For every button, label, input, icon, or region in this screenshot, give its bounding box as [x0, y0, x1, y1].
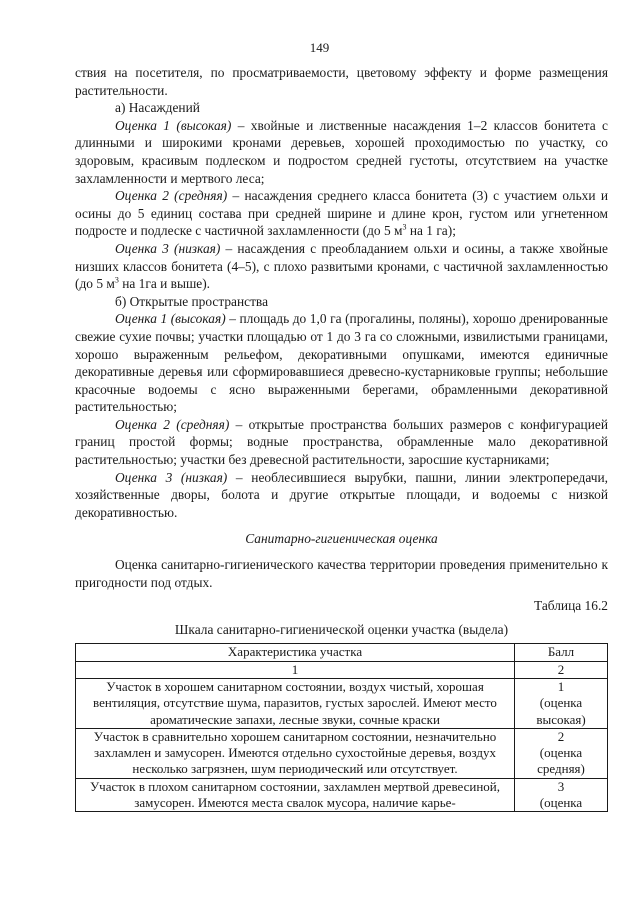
section-b-item-3: [75, 469, 608, 522]
section-b-heading: б) Открытые пространства: [115, 293, 269, 309]
header-score: Балл: [515, 644, 608, 661]
row-score: [515, 679, 608, 729]
section-a-heading: а) Насаждений: [115, 100, 200, 116]
rating-label: Оценка 2 (средняя): [115, 416, 230, 432]
rating-text-tail: на 1га и выше).: [118, 276, 211, 292]
table-title: Шкала санитарно-гигиенической оценки участка (выдела): [174, 621, 509, 637]
body-text: [75, 64, 608, 812]
index-cell: 1: [76, 661, 515, 678]
section-a-item-1: [75, 117, 608, 187]
score-note: (оценка средняя): [537, 745, 585, 777]
section-a-item-2: [75, 187, 608, 240]
superscript: 3: [402, 222, 407, 232]
rating-text: – открытые пространства больших размеров с конфигурацией границ простой формы; водные пространства, обрамленные мало декоративной растительностью; участки без древесной растительности, заросшие кустарниками;: [75, 416, 608, 468]
score-note: (оценка: [539, 795, 583, 811]
rating-text: – площадь до 1,0 га (прогалины, поляны), хорошо дренированные свежие сухие почвы; участки площадью от 1 до 3 га со сложными, извилистыми границами, хорошо выраженным рельефом, декоративными опушками, имеются единичные декоративные деревья или сформировавшиеся древесно-кустарниковые группы; небольшие красочные водоемы с ясно выраженными берегами, обрамленными декоративной растительностью;: [75, 311, 608, 415]
rating-label: Оценка 3 (низкая): [115, 469, 228, 485]
row-description: Участок в плохом санитарном состоянии, захламлен мертвой древесиной, замусорен. Имеются места свалок мусора, наличие карье-: [76, 778, 515, 812]
section-a-item-3: [75, 240, 608, 293]
rating-label: Оценка 1 (высокая): [115, 117, 232, 133]
rating-text: – необлесившиеся вырубки, пашни, линии электропередачи, хозяйственные дворы, болота и другие открытые площади, и водоемы с низкой декоративностью.: [75, 469, 608, 520]
row-score: [515, 778, 608, 812]
sanitary-paragraph: Оценка санитарно-гигиенического качества территории проведения применительно к пригодности под отдых.: [75, 557, 608, 590]
rating-text: – насаждения среднего класса бонитета (3) с участием ольхи и осины до 5 единиц состава при средней ширине и длине крон, густом или угнетенном подросте и подлеске с частичной захламленности (до 5 м: [75, 188, 608, 239]
table-row: [76, 679, 608, 729]
table-header-row: [76, 644, 608, 661]
rating-text: – хвойные и лиственные насаждения 1–2 классов бонитета с длинными и широкими кронами деревьев, хорошей проходимостью по участку, со здоровым, красивым подлеском и подростом средней густоты, отсутствием на участке захламленности и мертвого леса;: [75, 117, 608, 186]
table-row: [76, 728, 608, 778]
superscript: 3: [114, 275, 119, 285]
row-description: Участок в сравнительно хорошем санитарном состоянии, незначительно захламлен и замусорен. Имеются отдельно сухостойные деревья, воздух несколько загрязнен, шум периодический или отсутствует.: [76, 728, 515, 778]
score-value: 3: [557, 778, 565, 794]
rating-text: – насаждения с преобладанием ольхи и осины, а также хвойные низших классов бонитета (4–5), с плохо развитыми кронами, с частичной захламленностью (до 5 м: [75, 240, 608, 292]
rating-label: Оценка 3 (низкая): [115, 240, 221, 256]
rating-text-tail: на 1 га);: [406, 223, 456, 239]
section-title: Санитарно-гигиеническая оценка: [245, 531, 438, 547]
header-characteristic: Характеристика участка: [76, 644, 515, 661]
row-description: Участок в хорошем санитарном состоянии, воздух чистый, хорошая вентиляция, отсутствие шума, паразитов, густых зарослей. Имеют место ароматические запахи, лесные звуки, сочные краски: [76, 679, 515, 729]
table-index-row: [76, 661, 608, 678]
intro-paragraph: ствия на посетителя, по просматриваемости, цветовому эффекту и форме размещения растительности.: [75, 65, 608, 98]
section-b-item-2: [75, 416, 608, 469]
rating-label: Оценка 2 (средняя): [115, 188, 228, 204]
rating-label: Оценка 1 (высокая): [115, 311, 226, 327]
page-number: 149: [309, 40, 330, 55]
index-cell: 2: [515, 661, 608, 678]
row-score: [515, 728, 608, 778]
score-note: (оценка высокая): [536, 695, 586, 727]
score-value: 2: [557, 728, 565, 744]
table-row: [76, 778, 608, 812]
section-b-item-1: [75, 310, 608, 416]
table-number: Таблица 16.2: [533, 598, 608, 614]
sanitary-scale-table: [75, 643, 608, 812]
score-value: 1: [557, 679, 565, 694]
